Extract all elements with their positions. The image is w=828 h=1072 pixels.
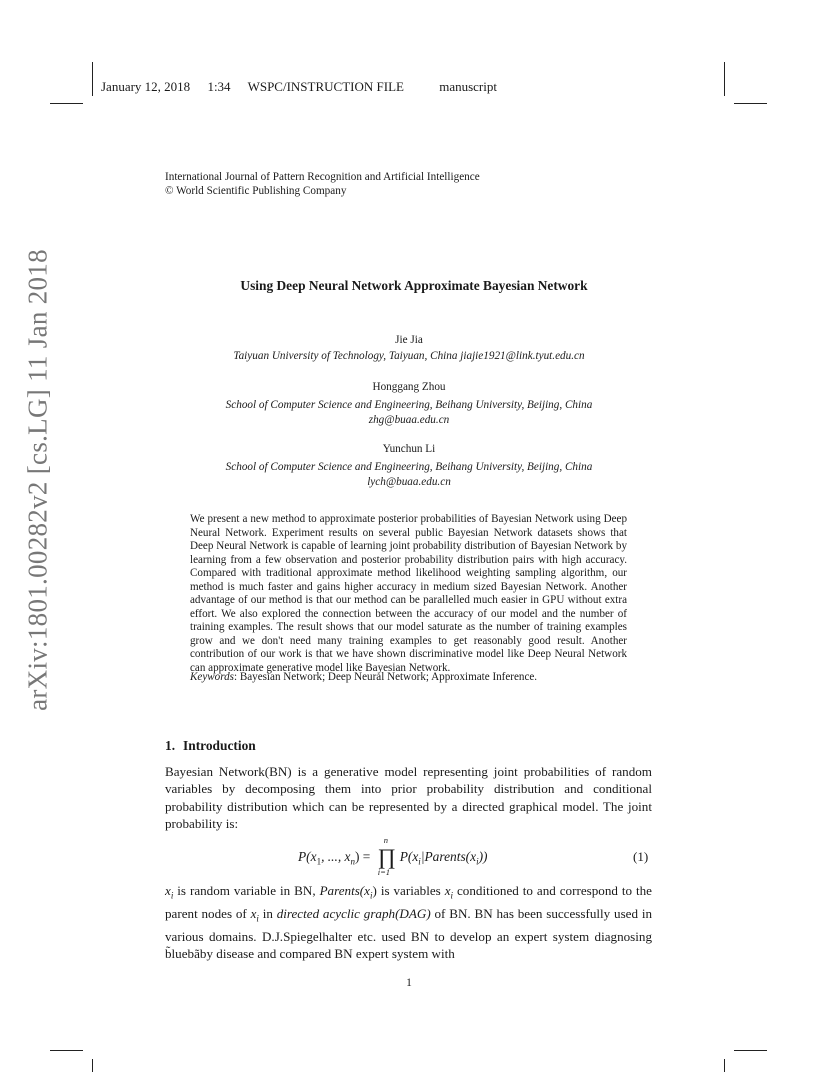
running-header: [101, 79, 511, 95]
author-affiliation: [0, 398, 818, 428]
affiliation-text: School of Computer Science and Engineering, Beihang University, Beijing, China: [225, 461, 593, 473]
section-number: 1.: [165, 738, 176, 753]
text-run: b̃luebãby: [165, 946, 213, 962]
keywords: [190, 671, 627, 683]
emphasis: directed acyclic graph(DAG): [276, 905, 431, 921]
equation-number: (1): [633, 849, 649, 864]
eq-rhs-mid: |Parents(x: [420, 849, 477, 864]
eq-sub: i: [418, 856, 421, 867]
eq-rhs: P(x: [399, 849, 419, 864]
abstract: We present a new method to approximate posterior probabilities of Bayesian Network using Deep Neural Network. Experiment results on several public Bayesian Network datasets shows that Deep Neural Network is capable of learning joint probability distribution of Bayesian Network by learning from a few observation and posterior probability distribution pairs with high accuracy. Compared with traditional approximate method likelihood weighting sampling algorithm, our method is much faster and gains higher accuracy in medium sized Bayesian Network. Another advantage of our method is that our method can be parallelled much easier in GPU without extra effort. We also explored the connection between the accuracy of our model and the number of training examples. The result shows that our model saturate as the number of training examples grow and we don't need many training examples to get reasonably good result. Another contribution of our work is that we have shown discriminative model like Deep Neural Network can approximate generative model like Bayesian Network.: [190, 513, 627, 674]
journal-info: [165, 171, 480, 198]
section-title: Introduction: [183, 738, 256, 753]
product-lower-limit: i=1: [377, 867, 391, 877]
crop-mark-top-right-horizontal: [734, 103, 767, 104]
header-date: January 12, 2018: [101, 79, 191, 94]
author-name: Yunchun Li: [382, 443, 436, 455]
crop-mark-bottom-right-horizontal: [734, 1050, 767, 1051]
crop-mark-bottom-left-horizontal: [50, 1050, 83, 1051]
intro-paragraph: Bayesian Network(BN) is a generative model representing joint probabilities of random variables by decomposing them into prior probability distribution and conditional probability distribution which can be represented by a directed graphical model. The joint probability is:: [165, 764, 652, 831]
text-run: disease and compared BN expert system with: [213, 946, 455, 962]
author-email: jiajie1921@link.tyut.edu.cn: [460, 350, 585, 362]
product-upper-limit: n: [383, 835, 388, 845]
keywords-label: Keywords: [190, 671, 234, 683]
author-name: Honggang Zhou: [372, 381, 446, 393]
author-email: lych@buaa.edu.cn: [367, 476, 451, 488]
eq-lhs-close: ) =: [354, 849, 374, 864]
text-run: in: [258, 905, 277, 921]
math-sub: i: [369, 890, 373, 901]
crop-mark-top-right-vertical: [724, 62, 725, 96]
eq-rhs-close: )): [478, 849, 488, 864]
eq-sub: 1: [316, 856, 322, 867]
eq-sub: i: [476, 856, 479, 867]
text-run: conditioned to and correspond to the parent nodes of: [165, 883, 652, 921]
keywords-text: : Bayesian Network; Deep Neural Network; Approximate Inference.: [233, 671, 538, 683]
paper-title: Using Deep Neural Network Approximate Bayesian Network: [240, 278, 588, 293]
text-run: of BN. BN has been successfully used in various domains. D.J.Spiegelhalter etc. used BN to develop an expert system diagnosing: [165, 905, 653, 944]
header-file: WSPC/INSTRUCTION FILE: [247, 79, 404, 94]
equation: [298, 835, 488, 877]
publisher: © World Scientific Publishing Company: [165, 184, 347, 197]
arxiv-stamp: arXiv:1801.00282v2 [cs.LG] 11 Jan 2018: [22, 249, 53, 711]
product-symbol: ∏: [377, 844, 396, 869]
text-run: ): [372, 883, 377, 898]
eq-lhs-mid: , ..., x: [321, 849, 351, 864]
product-operator: [374, 835, 400, 877]
math-var: x: [165, 883, 171, 898]
text-run: is variables: [376, 883, 445, 898]
author-affiliation: [0, 349, 818, 364]
math-var: x: [444, 883, 451, 898]
math-var: x: [250, 905, 257, 921]
affiliation-text: School of Computer Science and Engineering, Beihang University, Beijing, China: [225, 399, 593, 411]
math-expr: Parents(x: [319, 883, 370, 898]
author-affiliation: [0, 460, 818, 490]
crop-mark-top-left-horizontal: [50, 103, 83, 104]
math-sub: i: [450, 890, 454, 901]
section-heading: [165, 738, 256, 754]
eq-lhs: P(x: [298, 849, 317, 864]
body-paragraph: [165, 882, 652, 962]
journal-name: International Journal of Pattern Recognition and Artificial Intelligence: [165, 171, 480, 183]
crop-mark-bottom-right-vertical: [724, 1059, 725, 1072]
author-name: Jie Jia: [395, 334, 423, 346]
affiliation-text: Taiyuan University of Technology, Taiyuan, China: [233, 350, 458, 362]
crop-mark-bottom-left-vertical: [92, 1059, 93, 1072]
header-label: manuscript: [439, 79, 497, 94]
page-number: 1: [406, 977, 412, 989]
author-email: zhg@buaa.edu.cn: [368, 414, 450, 426]
math-sub: i: [256, 913, 259, 924]
header-time: 1:34: [207, 79, 231, 94]
eq-sub: n: [350, 856, 355, 867]
text-run: is random variable in BN,: [173, 883, 320, 898]
math-sub: i: [170, 890, 174, 901]
crop-mark-top-left-vertical: [92, 62, 93, 96]
